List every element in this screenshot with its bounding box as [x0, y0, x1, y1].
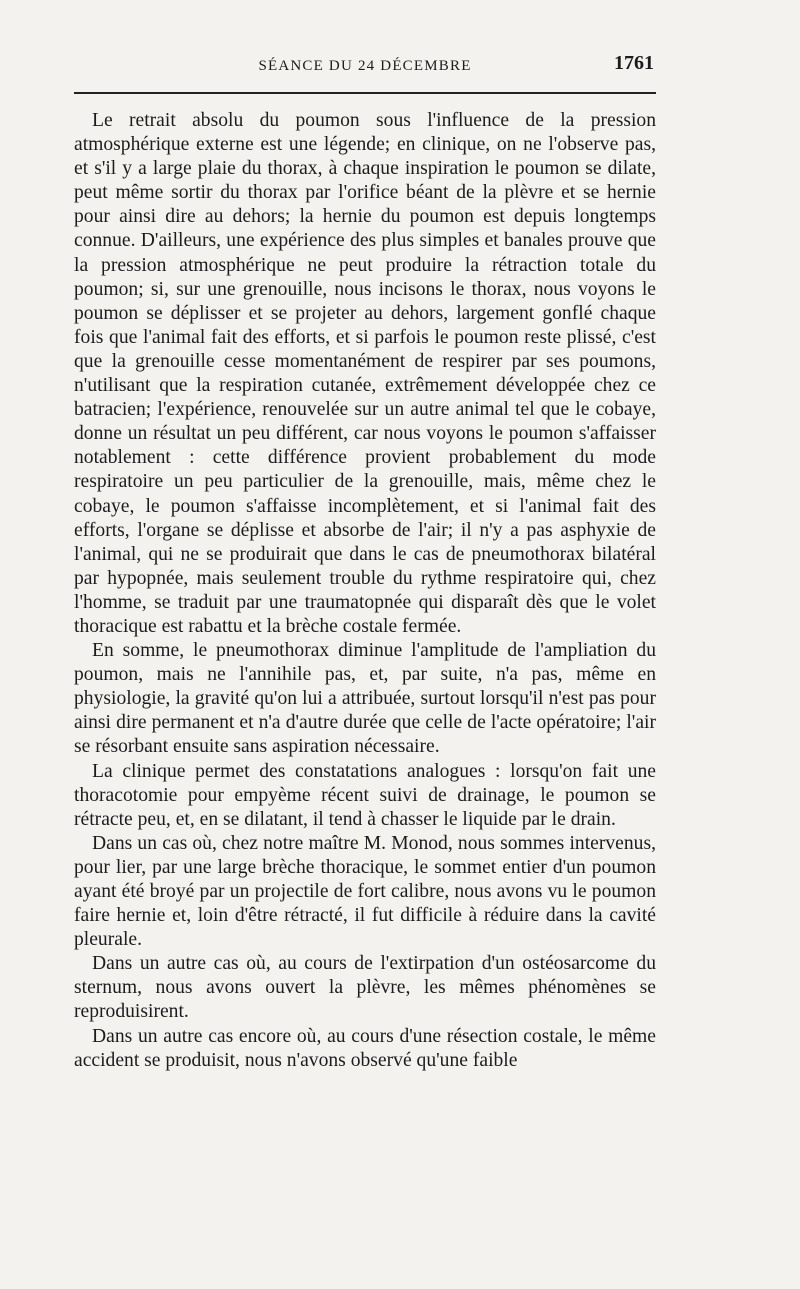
page-number: 1761: [614, 52, 654, 74]
paragraph: Dans un cas où, chez notre maître M. Monod, nous sommes intervenus, pour lier, par une large brèche thoracique, le sommet entier d'un poumon ayant été broyé par un projectile de fort calibre, nous avons vu le poumon faire hernie et, loin d'être rétracté, il fut difficile à réduire dans la cavité pleurale.: [74, 832, 656, 951]
page-header: [74, 52, 656, 88]
body-text: [74, 109, 656, 1073]
paragraph: Le retrait absolu du poumon sous l'influence de la pression atmosphérique externe est une légende; en clinique, on ne l'observe pas, et s'il y a large plaie du thorax, à chaque inspiration le poumon se dilate, peut même sortir du thorax par l'orifice béant de la plèvre et se hernie pour ainsi dire au dehors; la hernie du poumon est depuis longtemps connue. D'ailleurs, une expérience des plus simples et banales prouve que la pression atmosphérique ne peut produire la rétraction totale du poumon; si, sur une grenouille, nous incisons le thorax, nous voyons le poumon se déplisser et se projeter au dehors, largement gonflé chaque fois que l'animal fait des efforts, et si parfois le poumon reste plissé, c'est que la grenouille cesse momentanément de respirer par ses poumons, n'utilisant que la respiration cutanée, extrêmement développée chez ce batracien; l'expérience, renouvelée sur un autre animal tel que le cobaye, donne un résultat un peu différent, car nous voyons le poumon s'affaisser notablement : cette différence provient probablement du mode respiratoire un peu particulier de la grenouille, mais, même chez le cobaye, le poumon s'affaisse incomplètement, et si l'animal fait des efforts, l'organe se déplisse et absorbe de l'air; il n'y a pas asphyxie de l'animal, qui ne se produirait que dans le cas de pneumothorax bilatéral par hypopnée, mais seulement trouble du rythme respiratoire qui, chez l'homme, se traduit par une traumatopnée qui disparaît dès que le volet thoracique est rabattu et la brèche costale fermée.: [74, 110, 656, 637]
running-title: SÉANCE DU 24 DÉCEMBRE: [258, 58, 472, 74]
header-rule: [74, 92, 656, 94]
paragraph: Dans un autre cas encore où, au cours d'une résection costale, le même accident se produisit, nous n'avons observé qu'une faible: [74, 1025, 656, 1071]
paragraph: En somme, le pneumothorax diminue l'amplitude de l'ampliation du poumon, mais ne l'annihile pas, et, par suite, n'a pas, même en physiologie, la gravité qu'on lui a attribuée, surtout lorsqu'il n'est pas pour ainsi dire permanent et n'a d'autre durée que celle de l'acte opératoire; l'air se résorbant ensuite sans aspiration nécessaire.: [74, 640, 656, 758]
paragraph: Dans un autre cas où, au cours de l'extirpation d'un ostéosarcome du sternum, nous avons ouvert la plèvre, les mêmes phénomènes se reproduisirent.: [74, 953, 656, 1023]
paragraph: La clinique permet des constatations analogues : lorsqu'on fait une thoracotomie pour empyème récent suivi de drainage, le poumon se rétracte peu, et, en se dilatant, il tend à chasser le liquide par le drain.: [74, 760, 656, 830]
